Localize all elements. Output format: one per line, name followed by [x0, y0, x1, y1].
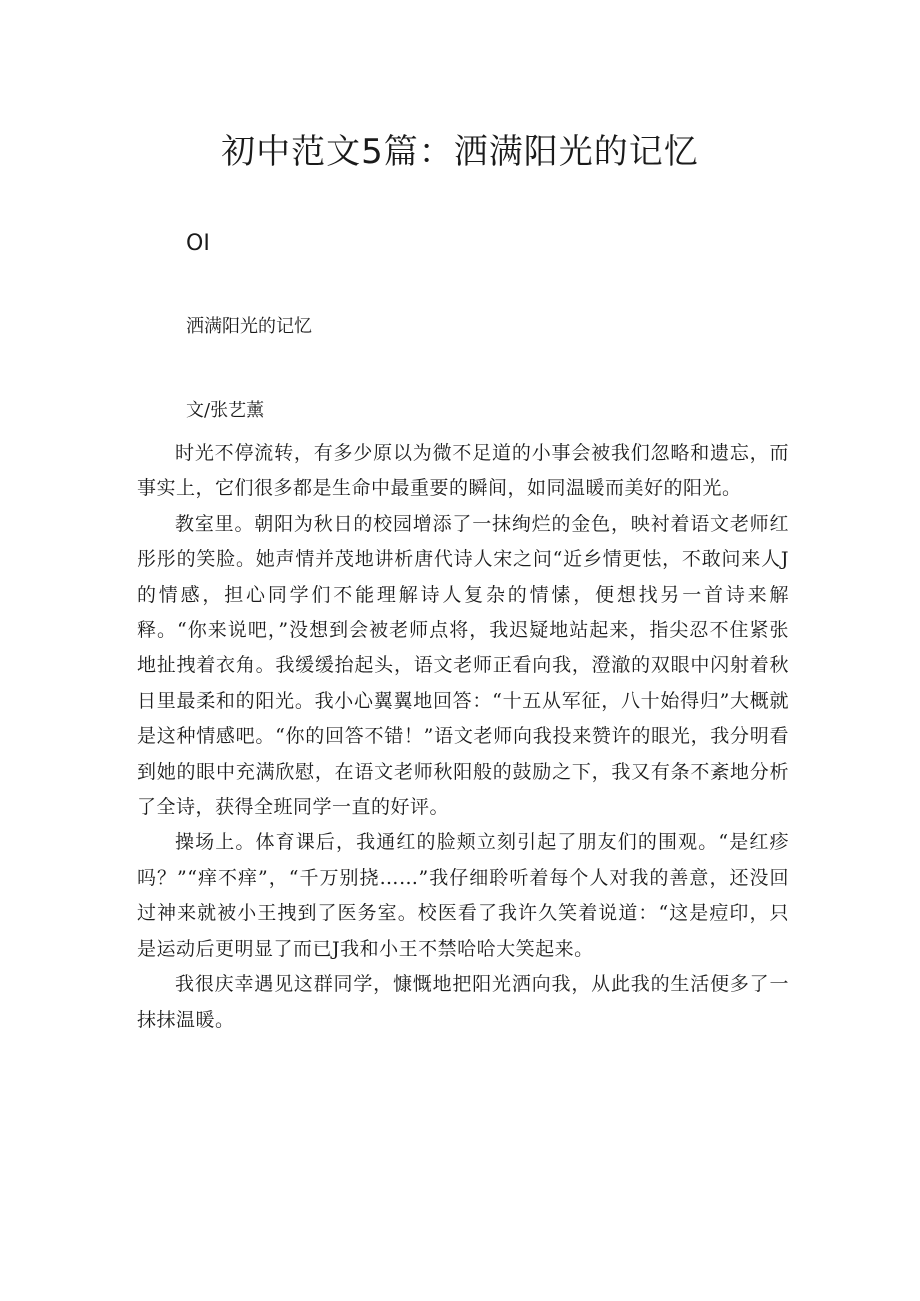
section-number: OI: [186, 231, 210, 256]
paragraph: 操场上。体育课后，我通红的脸颊立刻引起了朋友们的围观。“是红疹吗？”“痒不痒”，“千万别挠……”我仔细聆听着每个人对我的善意，还没回过神来就被小王拽到了医务室。校医看了我许久笑着说道：“这是痘印，只是运动后更明显了而已J我和小王不禁哈哈大笑起来。: [137, 831, 789, 960]
paragraph: 我很庆幸遇见这群同学，慷慨地把阳光洒向我，从此我的生活便多了一抹抹温暖。: [137, 973, 789, 1031]
article-author: 文/张艺薰: [186, 400, 265, 421]
document-title: 初中范文5篇：洒满阳光的记忆: [221, 132, 699, 172]
article-body: [137, 436, 789, 1038]
article-subtitle: 洒满阳光的记忆: [186, 316, 312, 337]
paragraph: 教室里。朝阳为秋日的校园增添了一抹绚烂的金色，映衬着语文老师红彤彤的笑脸。她声情并茂地讲析唐代诗人宋之问“近乡情更怯，不敢问来人J的情感，担心同学们不能理解诗人复杂的情愫，便想找另一首诗来解释。“你来说吧，”没想到会被老师点将，我迟疑地站起来，指尖忍不住紧张地扯拽着衣角。我缓缓抬起头，语文老师正看向我，澄澈的双眼中闪射着秋日里最柔和的阳光。我小心翼翼地回答：“十五从军征，八十始得归”大概就是这种情感吧。“你的回答不错！”语文老师向我投来赞许的眼光，我分明看到她的眼中充满欣慰，在语文老师秋阳般的鼓励之下，我又有条不紊地分析了全诗，获得全班同学一直的好评。: [137, 512, 789, 819]
paragraph: 时光不停流转，有多少原以为微不足道的小事会被我们忽略和遗忘，而事实上，它们很多都是生命中最重要的瞬间，如同温暖而美好的阳光。: [137, 442, 789, 500]
